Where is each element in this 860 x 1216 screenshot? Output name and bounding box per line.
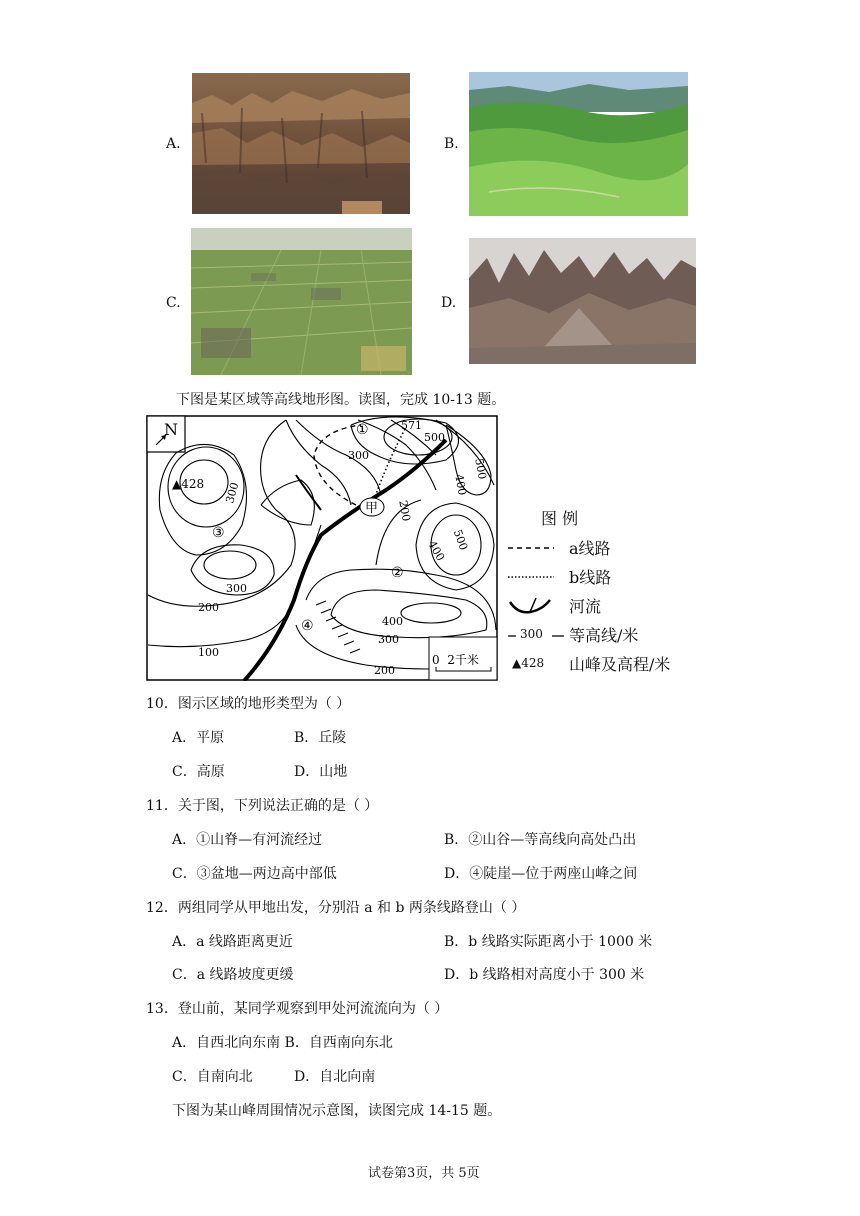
contour-label-100: 100 xyxy=(198,646,219,659)
option-a-photo-loess-gullies xyxy=(192,73,410,214)
contour-label-200-center: 200 xyxy=(396,499,413,523)
contour-label-500-ne: 500 xyxy=(472,457,489,481)
legend-peak-value: ▲428 xyxy=(512,656,545,670)
location-jia: 甲 xyxy=(365,501,379,516)
marker-4: ④ xyxy=(301,618,314,634)
dotted-line-icon xyxy=(508,574,554,580)
question-13-option-d: D．自北向南 xyxy=(294,1069,376,1085)
legend-label-river: 河流 xyxy=(569,597,602,616)
legend-item-a-route xyxy=(508,536,708,560)
legend-item-b-route xyxy=(508,565,708,589)
north-label: N xyxy=(164,420,178,439)
question-11-option-b: B．②山谷—等高线向高处凸出 xyxy=(444,832,637,848)
marker-1: ① xyxy=(356,422,369,438)
contour-label-400-south: 400 xyxy=(382,615,403,628)
contour-label-200-south: 200 xyxy=(374,664,395,677)
legend-contour-value: 300 xyxy=(520,627,543,641)
question-11-option-d: D．④陡崖—位于两座山峰之间 xyxy=(444,866,638,882)
question-12-option-c: C．a 线路坡度更缓 xyxy=(172,967,294,983)
page-footer: 试卷第3页，共 5页 xyxy=(368,1166,480,1181)
question-10-option-a: A．平原 xyxy=(172,730,225,746)
contour-label-300-west: 300 xyxy=(226,582,247,595)
question-11-option-c: C．③盆地—两边高中部低 xyxy=(172,866,337,882)
question-13-option-a-b: A．自西北向东南 B．自西南向东北 xyxy=(172,1035,393,1051)
question-10-stem: 10．图示区域的地形类型为（ ） xyxy=(146,696,351,712)
option-a-letter: A. xyxy=(166,136,181,152)
intro-questions-14-15: 下图为某山峰周围情况示意图，读图完成 14-15 题。 xyxy=(172,1103,502,1119)
dashed-line-icon xyxy=(508,545,554,551)
question-10-option-b: B．丘陵 xyxy=(294,730,347,746)
contour-label-571: 571 xyxy=(401,419,422,432)
contour-label-500-top: 500 xyxy=(424,431,445,444)
contour-label-500-east: 500 xyxy=(450,527,471,553)
contour-label-300-south: 300 xyxy=(378,633,399,646)
contour-label-400-east: 400 xyxy=(425,538,448,564)
river-icon xyxy=(508,596,554,616)
legend-label-b-route: b线路 xyxy=(569,568,612,587)
contour-map xyxy=(146,415,498,681)
legend-item-river xyxy=(508,594,708,618)
legend-label-a-route: a线路 xyxy=(569,539,611,558)
option-b-letter: B. xyxy=(444,136,459,152)
legend-label-peak: 山峰及高程/米 xyxy=(569,655,671,674)
question-13-stem: 13．登山前，某同学观察到甲处河流流向为（ ） xyxy=(146,1001,449,1017)
contour-label-200-west: 200 xyxy=(198,601,219,614)
question-11-stem: 11．关于图，下列说法正确的是（ ） xyxy=(146,798,379,814)
contour-label-300-top: 300 xyxy=(348,449,369,462)
question-10-option-c: C．高原 xyxy=(172,764,225,780)
marker-3: ③ xyxy=(212,525,225,541)
question-11-option-a: A．①山脊—有河流经过 xyxy=(172,832,323,848)
question-10-option-d: D．山地 xyxy=(294,764,348,780)
question-12-option-b: B．b 线路实际距离小于 1000 米 xyxy=(444,934,653,950)
legend-label-contour: 等高线/米 xyxy=(569,626,639,645)
contour-label-300-nw: 300 xyxy=(223,480,242,505)
legend-title: 图 例 xyxy=(541,509,579,528)
legend-item-contour xyxy=(508,623,708,647)
option-c-letter: C. xyxy=(166,295,181,311)
option-c-photo-plain-farmland xyxy=(191,228,412,375)
scale-label: 0 2千米 xyxy=(432,653,479,667)
legend-item-peak xyxy=(508,652,708,676)
peak-label: ▲428 xyxy=(172,477,205,491)
option-b-photo-green-hills xyxy=(469,72,688,216)
question-13-option-c: C．自南向北 xyxy=(172,1069,253,1085)
intro-questions-10-13: 下图是某区域等高线地形图。读图，完成 10-13 题。 xyxy=(176,392,506,408)
question-12-option-a: A．a 线路距离更近 xyxy=(172,934,293,950)
option-d-photo-rugged-mountains xyxy=(469,238,696,364)
question-12-stem: 12．两组同学从甲地出发，分别沿 a 和 b 两条线路登山（ ） xyxy=(146,900,526,916)
contour-label-400-ne: 400 xyxy=(452,473,469,497)
option-d-letter: D. xyxy=(441,295,457,311)
marker-2: ② xyxy=(391,565,404,581)
question-12-option-d: D．b 线路相对高度小于 300 米 xyxy=(444,967,645,983)
